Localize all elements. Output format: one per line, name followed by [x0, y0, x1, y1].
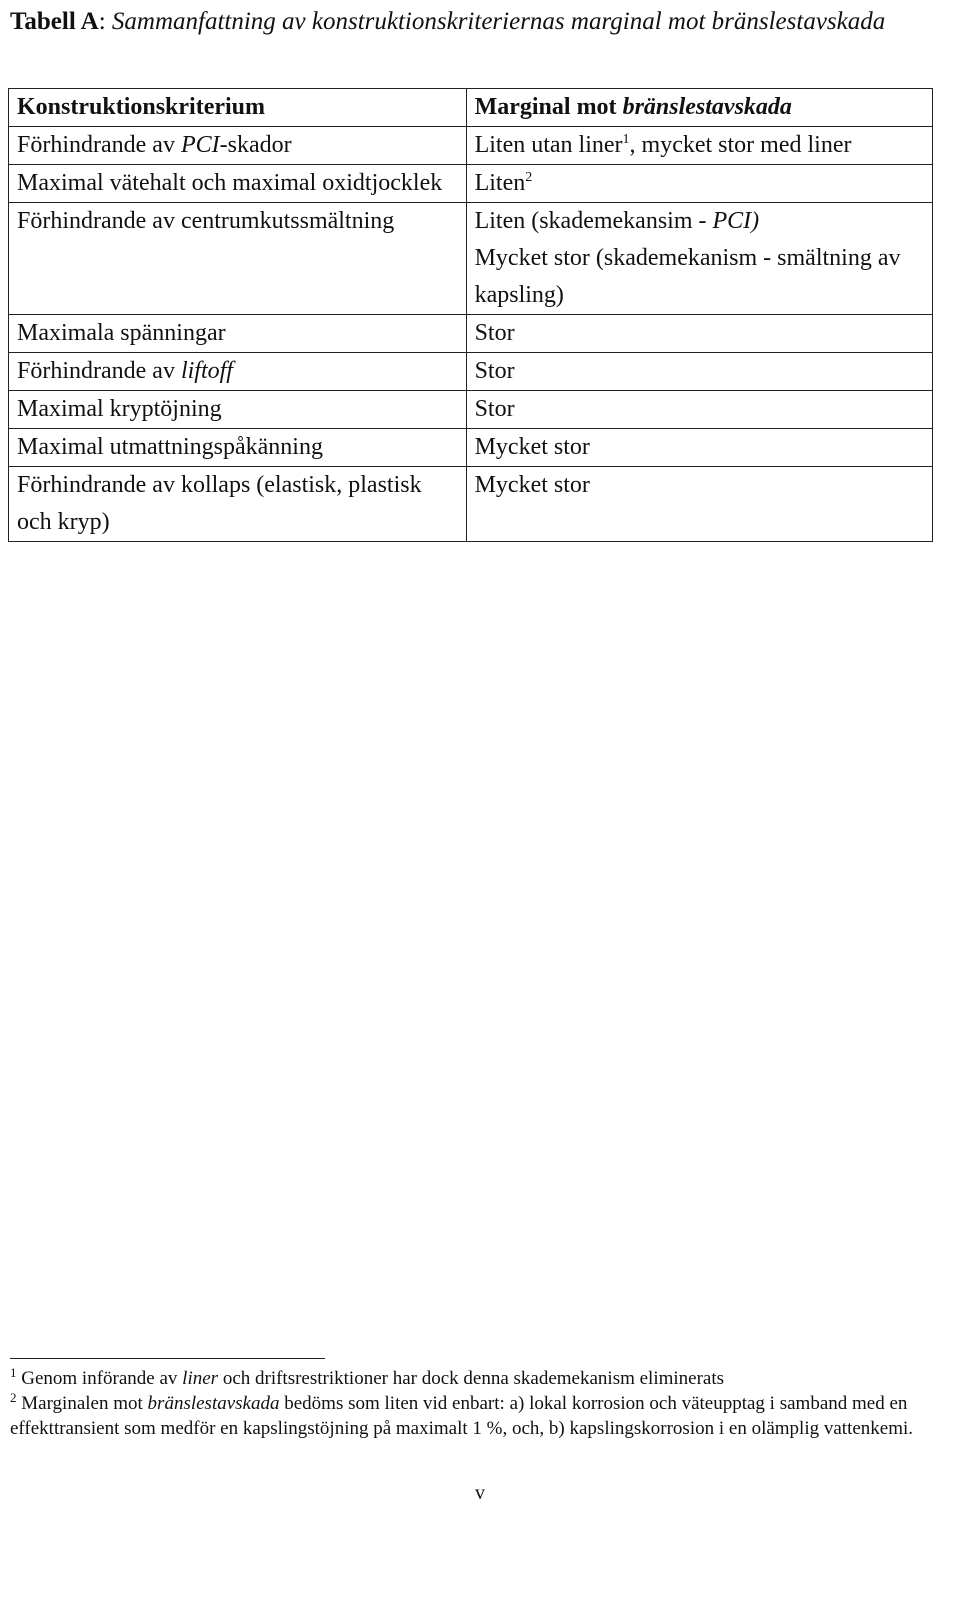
margin-cell: Mycket stor	[466, 467, 932, 542]
margin-cell: Mycket stor	[466, 429, 932, 467]
table-row	[9, 467, 933, 542]
criterion-cell	[9, 353, 467, 391]
margin-cell	[466, 165, 932, 203]
criterion-cell: Förhindrande av kollaps (elastisk, plastisk och kryp)	[9, 467, 467, 542]
table-row	[9, 429, 933, 467]
margin-cell	[466, 203, 932, 315]
caption-label: Tabell A	[10, 8, 99, 35]
margin-cell	[466, 127, 932, 165]
criterion-text: Förhindrande av	[17, 358, 181, 384]
criterion-cell	[9, 127, 467, 165]
margin-italic: PCI)	[712, 208, 760, 234]
footnote-text-suffix: och driftsrestriktioner har dock denna skademekanism eliminerats	[218, 1368, 725, 1389]
footnote-text-suffix: bedöms som liten vid enbart: a) lokal korrosion och väteupptag i samband med en effekttransient som medför en kapslingstöjning på maximalt 1 %, och, b) kapslingskorrosion i en olämplig vattenkemi.	[10, 1393, 914, 1439]
footnote-number: 2	[10, 1390, 17, 1405]
criterion-text: Förhindrande av	[17, 132, 181, 158]
header-criterion: Konstruktionskriterium	[9, 89, 467, 127]
header-margin-text: Marginal mot	[474, 94, 623, 120]
margin-cell: Stor	[466, 315, 932, 353]
footnote-italic: bränslestavskada	[147, 1393, 280, 1414]
header-margin-italic: bränslestavskada	[622, 94, 792, 120]
footnotes	[10, 1366, 930, 1441]
criterion-cell: Maximal kryptöjning	[9, 391, 467, 429]
criterion-italic: liftoff	[180, 358, 233, 384]
footnote-number: 1	[10, 1365, 17, 1380]
table-row	[9, 165, 933, 203]
margin-text: Liten	[474, 170, 526, 196]
margin-line-1	[475, 203, 924, 240]
header-margin	[466, 89, 932, 127]
footnote-ref: 1	[622, 132, 630, 147]
margin-text: Liten utan liner	[474, 132, 623, 158]
footnote-text: Genom införande av	[16, 1368, 183, 1389]
footnote-italic: liner	[182, 1368, 219, 1389]
table-row	[9, 353, 933, 391]
footnote-text: Marginalen mot	[16, 1393, 148, 1414]
criteria-table	[8, 88, 933, 542]
table-header-row	[9, 89, 933, 127]
footnote-2	[10, 1391, 930, 1441]
margin-cell: Stor	[466, 353, 932, 391]
margin-text: Liten (skademekansim -	[474, 208, 713, 234]
criterion-cell: Maximala spänningar	[9, 315, 467, 353]
caption-title: Sammanfattning av konstruktionskriteriernas marginal mot bränslestavskada	[111, 8, 886, 35]
margin-line-2: Mycket stor (skademekanism - smältning av kapsling)	[474, 245, 901, 308]
margin-text-suffix: , mycket stor med liner	[629, 132, 852, 158]
table-row	[9, 315, 933, 353]
footnote-divider	[10, 1358, 325, 1359]
table-row	[9, 203, 933, 315]
criterion-cell: Förhindrande av centrumkutssmältning	[9, 203, 467, 315]
table-row	[9, 391, 933, 429]
criterion-cell: Maximal utmattningspåkänning	[9, 429, 467, 467]
criterion-cell: Maximal vätehalt och maximal oxidtjocklek	[9, 165, 467, 203]
footnote-1	[10, 1366, 930, 1391]
criterion-text-suffix: -skador	[219, 132, 292, 158]
criterion-italic: PCI	[180, 132, 220, 158]
footnote-ref: 2	[525, 170, 533, 185]
table-caption	[10, 4, 910, 40]
caption-separator: :	[98, 8, 112, 35]
table-row	[9, 127, 933, 165]
page-number: v	[475, 1482, 485, 1504]
margin-cell: Stor	[466, 391, 932, 429]
